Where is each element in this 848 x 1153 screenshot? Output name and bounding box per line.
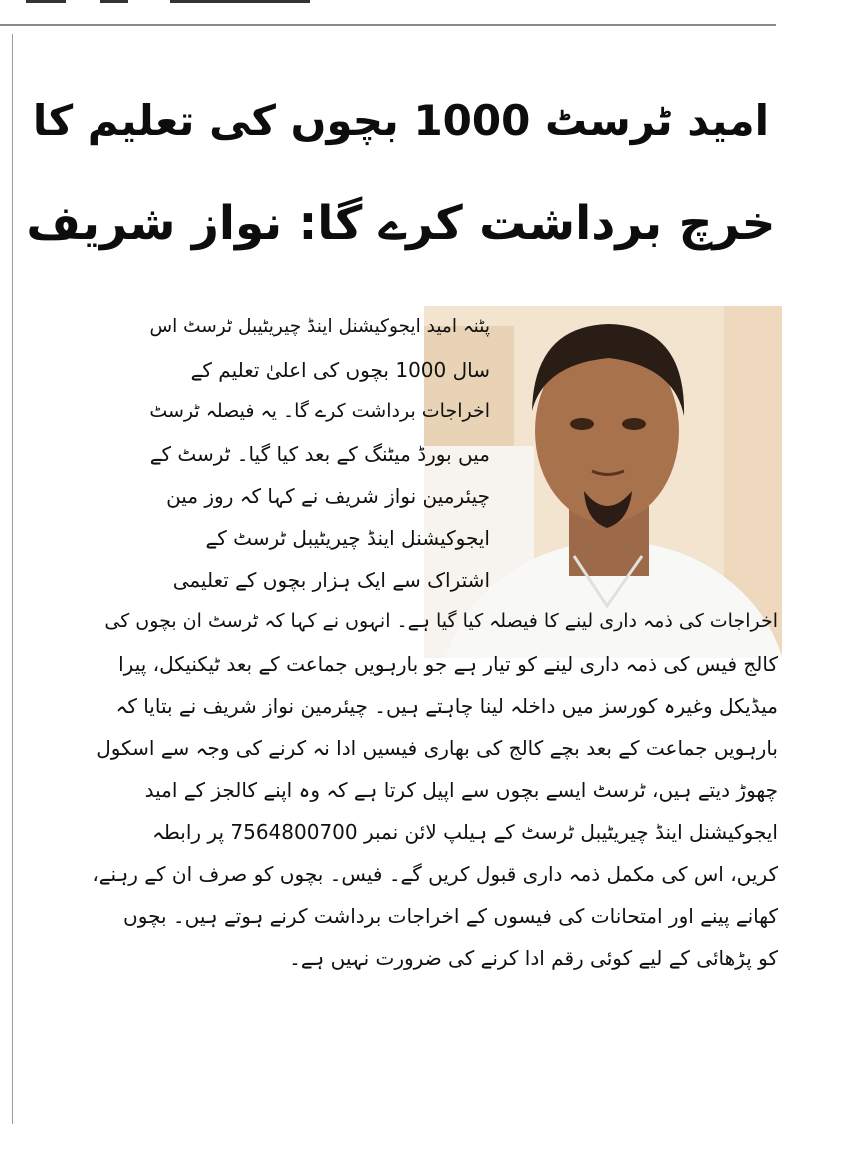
article-text-line: ایجوکیشنل اینڈ چیریٹیبل ٹرسٹ کے ہیلپ لائن نمبر 7564800700 پر رابطہ <box>152 820 778 844</box>
article-text-line: میڈیکل وغیرہ کورسز میں داخلہ لینا چاہتے ہیں۔ چیئرمین نواز شریف نے بتایا کہ <box>115 694 778 718</box>
article-text-line: اشتراک سے ایک ہزار بچوں کے تعلیمی <box>172 568 490 592</box>
article-text-line: اخراجات برداشت کرے گا۔ یہ فیصلہ ٹرسٹ <box>149 400 490 422</box>
column-rule <box>12 34 13 1124</box>
article-text-line: میں بورڈ میٹنگ کے بعد کیا گیا۔ ٹرسٹ کے <box>149 442 490 466</box>
article-text-line: ایجوکیشنل اینڈ چیریٹیبل ٹرسٹ کے <box>205 526 490 550</box>
article-text-line: چھوڑ دیتے ہیں، ٹرسٹ ایسے بچوں سے اپیل کرتا ہے کہ وہ اپنے کالجز کے امید <box>144 778 778 802</box>
article-text-line: کو پڑھائی کے لیے کوئی رقم ادا کرنے کی ضرورت نہیں ہے۔ <box>289 946 778 970</box>
article-text-line: بارہویں جماعت کے بعد بچے کالج کی بھاری فیسیں ادا نہ کرنے کی وجہ سے اسکول <box>96 736 778 760</box>
article-text-line: کھانے پینے اور امتحانات کی فیسوں کے اخراجات برداشت کرنے ہوتے ہیں۔ بچوں <box>123 904 778 928</box>
top-ink-fragment <box>170 0 310 3</box>
article-text-line: پٹنہ امید ایجوکیشنل اینڈ چیریٹیبل ٹرسٹ اس <box>149 316 490 337</box>
headline-line-2: خرچ برداشت کرے گا: نواز شریف <box>26 196 776 251</box>
article-text-line: کالج فیس کی ذمہ داری لینے کو تیار ہے جو بارہویں جماعت کے بعد ٹیکنیکل، پیرا <box>118 652 778 676</box>
article-text-line: کریں، اس کی مکمل ذمہ داری قبول کریں گے۔ فیس۔ بچوں کو صرف ان کے رہنے، <box>92 862 778 886</box>
article-text-line: اخراجات کی ذمہ داری لینے کا فیصلہ کیا گیا ہے۔ انہوں نے کہا کہ ٹرسٹ ان بچوں کی <box>104 610 778 632</box>
article-text-line: چیئرمین نواز شریف نے کہا کہ روز مین <box>166 484 490 508</box>
article-text-line: سال 1000 بچوں کی اعلیٰ تعلیم کے <box>190 358 490 382</box>
top-ink-fragment <box>26 0 66 3</box>
top-ink-fragment <box>100 0 128 3</box>
top-rule <box>0 24 776 26</box>
headline-line-1: امید ٹرسٹ 1000 بچوں کی تعلیم کا <box>32 96 770 145</box>
